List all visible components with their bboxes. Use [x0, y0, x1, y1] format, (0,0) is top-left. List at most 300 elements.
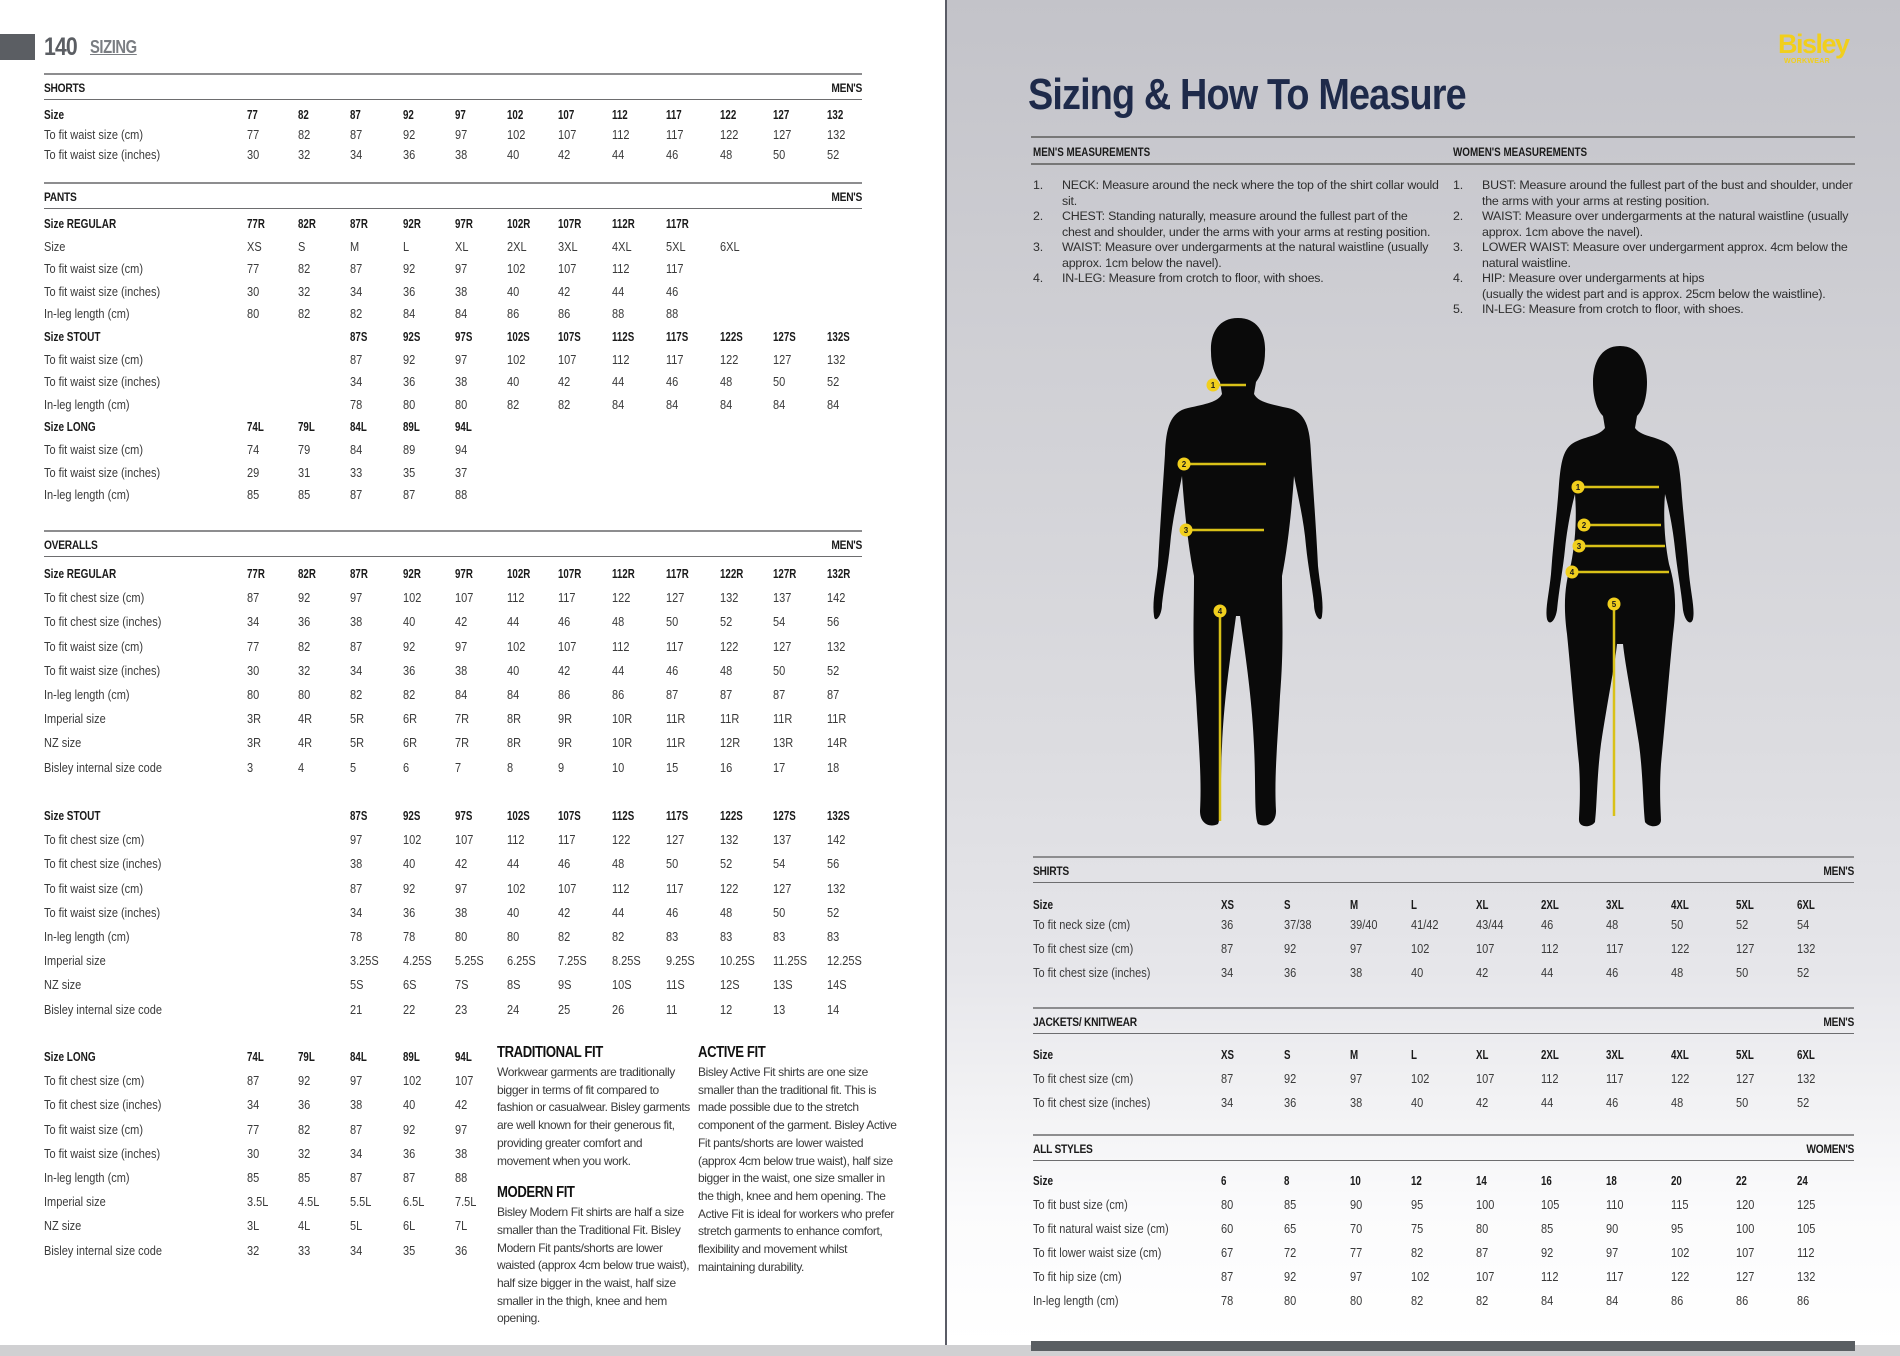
pants-cell: 80 — [247, 307, 260, 322]
pants-cell: 122S — [720, 330, 743, 344]
overalls-long-cell: 30 — [247, 1146, 260, 1161]
overalls-regular-cell: 97 — [455, 639, 468, 654]
overalls-stout-row-label: Size STOUT — [44, 809, 101, 823]
overalls-stout-cell: 83 — [666, 930, 679, 944]
womens-measurement-item-text: WAIST: Measure over undergarments at the natural waistline (usually approx. 1cm above the navel). — [1482, 209, 1849, 239]
overalls-regular-cell: 122 — [612, 591, 631, 606]
fit-column-right — [698, 1044, 898, 1290]
shirts-cell: S — [1284, 898, 1291, 912]
pants-cell: 77 — [247, 262, 260, 277]
overalls-regular-row-label: To fit waist size (inches) — [44, 663, 161, 678]
shorts-cell: 132 — [827, 128, 846, 142]
female-silhouette-figure — [1545, 344, 1695, 829]
overalls-regular-cell: 122 — [720, 639, 739, 654]
overalls-regular-row-label: To fit waist size (cm) — [44, 639, 144, 654]
all-styles-cell: 82 — [1411, 1246, 1424, 1260]
overalls-stout-cell: 38 — [455, 905, 468, 920]
all-styles-cell: 86 — [1736, 1294, 1749, 1308]
pants-cell: S — [298, 239, 306, 254]
pants-cell: 97R — [455, 217, 473, 231]
shirts-tag: MEN'S — [1823, 864, 1854, 878]
pants-cell: 78 — [350, 397, 363, 412]
pants-cell: 3XL — [558, 239, 578, 254]
all-styles-cell: 92 — [1284, 1270, 1297, 1284]
overalls-regular-cell: 48 — [612, 615, 625, 630]
overalls-stout-cell: 6.25S — [507, 954, 536, 969]
overalls-stout-cell: 8.25S — [612, 954, 641, 969]
jackets-top-rule — [1033, 1007, 1854, 1009]
mens-measurement-item-text: NECK: Measure around the neck where the top of the shirt collar would sit. — [1062, 178, 1439, 208]
shirts-cell: 112 — [1541, 942, 1559, 956]
mens-measurement-item — [1033, 178, 1439, 209]
overalls-header-rule — [44, 556, 862, 557]
pants-cell: 31 — [298, 465, 311, 480]
modern-fit-heading: MODERN FIT — [497, 1184, 575, 1202]
all-styles-title: ALL STYLES — [1033, 1142, 1093, 1156]
overalls-title: OVERALLS — [44, 538, 98, 552]
overalls-regular-cell: 112 — [612, 639, 630, 654]
overalls-regular-cell: 122R — [720, 567, 744, 581]
pants-cell: 87 — [350, 262, 363, 277]
overalls-stout-cell: 127 — [773, 881, 792, 896]
pants-cell: XL — [455, 239, 469, 254]
shirts-cell: 48 — [1671, 966, 1684, 980]
overalls-regular-cell: 11R — [666, 736, 686, 751]
pants-cell: 132S — [827, 330, 850, 344]
pants-row-label: In-leg length (cm) — [44, 397, 130, 412]
active-fit-text: Bisley Active Fit shirts are one size smaller than the traditional fit. This is made possible due to the stretch component of the garment. Bisley Active Fit pants/shorts are lower waisted (approx 4cm below true waist), half size bigger in the waist, one size smaller in the thigh, knee and hem opening. The Active Fit is ideal for workers who prefer stretch garments to enhance comfort, flexibility and movement whilst maintaining durability. — [698, 1065, 897, 1274]
overalls-regular-row-label: Size REGULAR — [44, 567, 117, 581]
overalls-regular-cell: 5R — [350, 712, 365, 727]
overalls-top-rule — [44, 530, 862, 532]
overalls-regular-cell: 54 — [773, 615, 786, 630]
overalls-regular-cell: 15 — [666, 760, 679, 775]
overalls-stout-row — [44, 930, 862, 948]
shirts-row — [1033, 966, 1854, 984]
all-styles-cell: 8 — [1284, 1174, 1290, 1188]
overalls-regular-cell: 30 — [247, 663, 260, 678]
overalls-long-cell: 97 — [350, 1074, 363, 1089]
overalls-long-cell: 7L — [455, 1219, 468, 1234]
overalls-stout-cell: 26 — [612, 1002, 625, 1017]
overalls-long-row-label: To fit waist size (cm) — [44, 1122, 144, 1137]
shorts-cell: 32 — [298, 148, 311, 162]
overalls-regular-cell: 132R — [827, 567, 851, 581]
jackets-cell: 3XL — [1606, 1048, 1624, 1062]
overalls-stout-cell: 23 — [455, 1002, 468, 1017]
overalls-stout-cell: 54 — [773, 857, 786, 872]
shorts-cell: 117 — [666, 128, 684, 142]
pants-cell: 94L — [455, 420, 472, 435]
jackets-row-label: To fit chest size (inches) — [1033, 1096, 1151, 1110]
overalls-stout-cell: 24 — [507, 1002, 520, 1017]
pants-cell: 36 — [403, 375, 416, 390]
pants-cell: 46 — [666, 284, 679, 299]
pants-cell: 102 — [507, 262, 526, 277]
pants-cell: 42 — [558, 284, 571, 299]
overalls-regular-cell: 7R — [455, 736, 470, 751]
overalls-regular-cell: 5R — [350, 736, 365, 751]
all-styles-cell: 107 — [1476, 1270, 1495, 1284]
overalls-stout-cell: 50 — [773, 905, 786, 920]
overalls-regular-cell: 87R — [350, 567, 368, 581]
overalls-regular-row — [44, 615, 862, 633]
shorts-cell: 50 — [773, 148, 786, 162]
overalls-stout-cell: 112 — [507, 833, 525, 848]
jackets-header-rule — [1033, 1033, 1854, 1034]
overalls-stout-cell: 127 — [666, 833, 685, 848]
jackets-row-label: Size — [1033, 1048, 1054, 1062]
measurements-bottom-rule — [1031, 163, 1855, 165]
overalls-stout-cell: 142 — [827, 833, 846, 848]
all-styles-cell: 87 — [1476, 1246, 1489, 1260]
overalls-stout-row — [44, 857, 862, 875]
overalls-stout-cell: 12.25S — [827, 954, 862, 969]
shorts-cell: 46 — [666, 148, 679, 162]
overalls-stout-cell: 44 — [612, 905, 625, 920]
overalls-stout-cell: 42 — [455, 857, 468, 872]
overalls-regular-cell: 14R — [827, 736, 848, 751]
shirts-cell: 6XL — [1797, 898, 1815, 912]
pants-cell: 117S — [666, 330, 689, 344]
jackets-cell: 122 — [1671, 1072, 1690, 1086]
pants-cell: 82 — [298, 262, 311, 277]
overalls-long-cell: 32 — [247, 1243, 260, 1258]
overalls-stout-row — [44, 978, 862, 996]
pants-row-label: Size — [44, 239, 66, 254]
jackets-cell: 117 — [1606, 1072, 1624, 1086]
overalls-long-cell: 7.5L — [455, 1195, 477, 1210]
overalls-long-cell: 77 — [247, 1122, 260, 1137]
overalls-stout-cell: 5S — [350, 978, 364, 993]
shorts-cell: 87 — [350, 108, 361, 122]
pants-cell: 29 — [247, 465, 260, 480]
male-marker-label: 4 — [1217, 607, 1223, 616]
overalls-stout-cell: 46 — [666, 905, 679, 920]
pants-cell: 92S — [403, 330, 421, 344]
pants-cell: 38 — [455, 375, 468, 390]
shorts-row — [44, 108, 862, 126]
overalls-regular-row-label: In-leg length (cm) — [44, 688, 130, 702]
female-silhouette — [1546, 346, 1693, 826]
shorts-cell: 132 — [827, 108, 844, 122]
female-marker-label: 4 — [1569, 568, 1575, 577]
overalls-regular-cell: 46 — [558, 615, 571, 630]
overalls-stout-cell: 34 — [350, 905, 363, 920]
womens-measurement-item-number: 4. — [1453, 271, 1463, 285]
pants-cell: 80 — [403, 397, 416, 412]
all-styles-row — [1033, 1198, 1854, 1216]
all-styles-cell: 18 — [1606, 1174, 1617, 1188]
all-styles-cell: 65 — [1284, 1222, 1297, 1236]
pants-row — [44, 443, 862, 461]
overalls-regular-row — [44, 712, 862, 730]
overalls-stout-cell: 42 — [558, 905, 571, 920]
female-marker-label: 5 — [1611, 600, 1617, 609]
jackets-row-label: To fit chest size (cm) — [1033, 1072, 1134, 1086]
female-marker-label: 1 — [1575, 483, 1581, 492]
jackets-cell: 50 — [1736, 1096, 1749, 1110]
shirts-cell: 46 — [1606, 966, 1619, 980]
shorts-cell: 102 — [507, 128, 526, 142]
jackets-cell: 40 — [1411, 1096, 1424, 1110]
all-styles-cell: 85 — [1284, 1198, 1297, 1212]
shirts-row-label: To fit neck size (cm) — [1033, 918, 1131, 932]
overalls-regular-cell: 117R — [666, 567, 689, 581]
shirts-cell: 48 — [1606, 918, 1619, 932]
pants-cell: 107 — [558, 262, 577, 277]
jackets-cell: 87 — [1221, 1072, 1234, 1086]
mens-measurements-list — [1033, 178, 1439, 287]
shirts-cell: 50 — [1736, 966, 1749, 980]
overalls-long-cell: 79L — [298, 1050, 315, 1064]
mens-measurement-item-text: CHEST: Standing naturally, measure around the fullest part of the chest and shoulder, under the arms with your arms at resting position. — [1062, 209, 1431, 239]
pants-row — [44, 488, 862, 506]
shirts-row-label: Size — [1033, 898, 1054, 912]
shirts-cell: 36 — [1284, 966, 1297, 980]
shorts-cell: 77 — [247, 108, 258, 122]
overalls-regular-cell: 6R — [403, 736, 418, 751]
pants-cell: 86 — [558, 307, 571, 322]
overalls-stout-cell: 107 — [558, 881, 577, 896]
pants-row — [44, 217, 862, 235]
all-styles-cell: 84 — [1541, 1294, 1554, 1308]
pants-cell: L — [403, 239, 410, 254]
traditional-fit-heading: TRADITIONAL FIT — [497, 1044, 603, 1061]
pants-cell: 77R — [247, 217, 265, 231]
pants-row-label: To fit waist size (inches) — [44, 284, 161, 299]
jackets-cell: 92 — [1284, 1072, 1297, 1086]
bisley-logo — [1778, 30, 1858, 66]
pants-cell: 84 — [612, 397, 625, 412]
shirts-cell: XS — [1221, 898, 1235, 912]
mens-measurement-item — [1033, 271, 1439, 287]
pants-cell: 97 — [455, 262, 468, 277]
pants-cell: 88 — [666, 307, 679, 322]
all-styles-cell: 115 — [1671, 1198, 1689, 1212]
mens-measurement-item-number: 2. — [1033, 209, 1043, 223]
overalls-long-cell: 87 — [247, 1074, 260, 1089]
pants-cell: 5XL — [666, 239, 686, 254]
overalls-stout-cell: 132S — [827, 809, 850, 823]
overalls-stout-cell: 82 — [612, 930, 625, 944]
active-fit-heading: ACTIVE FIT — [698, 1044, 766, 1061]
overalls-regular-cell: 82 — [403, 688, 416, 702]
overalls-stout-cell: 112S — [612, 809, 635, 823]
all-styles-row-label: To fit hip size (cm) — [1033, 1270, 1122, 1284]
pants-cell: 52 — [827, 375, 840, 390]
overalls-regular-cell: 44 — [507, 615, 520, 630]
overalls-stout-cell: 40 — [403, 857, 416, 872]
overalls-stout-cell: 87S — [350, 809, 368, 823]
overalls-regular-row — [44, 664, 862, 682]
overalls-stout-cell: 122 — [612, 833, 631, 848]
overalls-regular-cell: 36 — [298, 615, 311, 630]
pants-row — [44, 466, 862, 484]
overalls-regular-cell: 11R — [666, 712, 686, 727]
overalls-regular-cell: 34 — [247, 615, 260, 630]
overalls-regular-cell: 97R — [455, 567, 473, 581]
overalls-long-cell: 102 — [403, 1074, 422, 1089]
overalls-stout-cell: 87 — [350, 881, 363, 896]
pants-row — [44, 285, 862, 303]
overalls-long-cell: 92 — [298, 1074, 311, 1089]
overalls-regular-cell: 137 — [773, 591, 792, 606]
jackets-cell: 6XL — [1797, 1048, 1815, 1062]
all-styles-cell: 95 — [1411, 1198, 1424, 1212]
overalls-stout-cell: 112 — [612, 881, 630, 896]
all-styles-cell: 82 — [1476, 1294, 1489, 1308]
all-styles-row — [1033, 1174, 1854, 1192]
pants-cell: 44 — [612, 284, 625, 299]
overalls-stout-cell: 92 — [403, 881, 416, 896]
all-styles-cell: 132 — [1797, 1270, 1816, 1284]
shorts-cell: 36 — [403, 148, 416, 162]
overalls-stout-cell: 22 — [403, 1002, 416, 1017]
overalls-long-row-label: Bisley internal size code — [44, 1243, 163, 1258]
overalls-regular-cell: 102 — [507, 639, 526, 654]
overalls-regular-cell: 36 — [403, 663, 416, 678]
overalls-long-cell: 3.5L — [247, 1195, 269, 1210]
shorts-cell: 107 — [558, 128, 577, 142]
overalls-regular-cell: 84 — [507, 688, 520, 702]
overalls-stout-cell: 10S — [612, 978, 632, 993]
pants-cell: 112R — [612, 217, 635, 231]
overalls-regular-row-label: Bisley internal size code — [44, 760, 163, 775]
all-styles-cell: 90 — [1350, 1198, 1363, 1212]
pants-cell: 87S — [350, 330, 368, 344]
pants-cell: 30 — [247, 284, 260, 299]
section-title: SIZING — [90, 37, 137, 57]
overalls-regular-cell: 87 — [773, 688, 786, 702]
overalls-stout-cell: 5.25S — [455, 954, 484, 969]
shorts-row-label: To fit waist size (inches) — [44, 148, 161, 162]
overalls-stout-cell: 11S — [666, 978, 685, 993]
all-styles-row — [1033, 1294, 1854, 1312]
overalls-stout-cell: 14S — [827, 978, 847, 993]
shirts-cell: 50 — [1671, 918, 1684, 932]
jackets-cell: S — [1284, 1048, 1291, 1062]
overalls-stout-row-label: To fit waist size (inches) — [44, 905, 161, 920]
overalls-stout-row — [44, 833, 862, 851]
overalls-regular-cell: 40 — [507, 663, 520, 678]
shirts-row-label: To fit chest size (cm) — [1033, 942, 1134, 956]
mens-measurement-item-text: WAIST: Measure over undergarments at the natural waistline (usually approx. 1cm below the navel). — [1062, 240, 1429, 270]
overalls-regular-row — [44, 640, 862, 658]
overalls-regular-cell: 3R — [247, 736, 262, 751]
overalls-long-cell: 85 — [247, 1171, 260, 1185]
pants-cell: 74L — [247, 420, 264, 435]
pants-cell: 112 — [612, 262, 630, 277]
overalls-stout-row — [44, 809, 862, 827]
pants-cell: 89L — [403, 420, 420, 435]
overalls-stout-row-label: Bisley internal size code — [44, 1002, 163, 1017]
shorts-cell: 48 — [720, 148, 733, 162]
shorts-row-label: To fit waist size (cm) — [44, 128, 144, 142]
overalls-stout-cell: 36 — [403, 905, 416, 920]
overalls-long-cell: 84L — [350, 1050, 367, 1064]
overalls-regular-cell: 77R — [247, 567, 265, 581]
overalls-stout-cell: 102S — [507, 809, 530, 823]
pants-tag: MEN'S — [831, 190, 862, 204]
all-styles-header-rule — [1033, 1160, 1854, 1161]
jackets-cell: 42 — [1476, 1096, 1489, 1110]
overalls-long-cell: 40 — [403, 1098, 416, 1113]
all-styles-cell: 120 — [1736, 1198, 1755, 1212]
overalls-stout-cell: 48 — [720, 905, 733, 920]
womens-measurement-item — [1453, 178, 1863, 209]
shorts-cell: 127 — [773, 128, 792, 142]
pants-cell: 84 — [350, 443, 363, 457]
shorts-cell: 107 — [558, 108, 575, 122]
all-styles-cell: 112 — [1797, 1246, 1815, 1260]
womens-measurement-item-text: HIP: Measure over undergarments at hips — [1482, 271, 1705, 285]
overalls-regular-cell: 84 — [455, 688, 468, 702]
overalls-stout-cell: 10.25S — [720, 954, 755, 969]
shirts-row — [1033, 898, 1854, 916]
pants-cell: 84 — [455, 307, 468, 322]
shirts-cell: 36 — [1221, 918, 1234, 932]
female-marker-label: 2 — [1581, 521, 1587, 530]
all-styles-cell: 90 — [1606, 1222, 1619, 1236]
pants-cell: 82 — [298, 307, 311, 322]
shorts-cell: 34 — [350, 148, 363, 162]
shorts-cell: 112 — [612, 108, 628, 122]
overalls-regular-cell: 97 — [350, 591, 363, 606]
overalls-regular-cell: 48 — [720, 663, 733, 678]
pants-cell: 102 — [507, 352, 526, 367]
shirts-cell: 92 — [1284, 942, 1297, 956]
overalls-stout-cell: 107S — [558, 809, 581, 823]
pants-cell: 102S — [507, 330, 530, 344]
pants-row — [44, 262, 862, 280]
all-styles-cell: 100 — [1476, 1198, 1495, 1212]
overalls-stout-cell: 21 — [350, 1002, 363, 1017]
overalls-long-cell: 34 — [247, 1098, 260, 1113]
overalls-long-cell: 85 — [298, 1171, 311, 1185]
overalls-stout-cell: 6S — [403, 978, 417, 993]
shirts-cell: 132 — [1797, 942, 1816, 956]
shorts-cell: 117 — [666, 108, 682, 122]
mens-measurement-item-text: IN-LEG: Measure from crotch to floor, with shoes. — [1062, 271, 1324, 285]
overalls-regular-cell: 50 — [773, 663, 786, 678]
all-styles-cell: 97 — [1606, 1246, 1619, 1260]
overalls-regular-cell: 142 — [827, 591, 846, 606]
overalls-regular-cell: 10R — [612, 736, 633, 751]
overalls-stout-row — [44, 1003, 862, 1021]
pants-cell: 122 — [720, 352, 739, 367]
overalls-long-cell: 5.5L — [350, 1195, 372, 1210]
jackets-cell: XS — [1221, 1048, 1235, 1062]
all-styles-row-label: Size — [1033, 1174, 1054, 1188]
overalls-regular-cell: 86 — [612, 688, 625, 702]
all-styles-cell: 87 — [1221, 1270, 1234, 1284]
shirts-cell: 122 — [1671, 942, 1690, 956]
overalls-stout-cell: 78 — [403, 930, 416, 944]
pants-cell: 40 — [507, 375, 520, 390]
mens-measurement-item-number: 4. — [1033, 271, 1043, 285]
overalls-long-row-label: Size LONG — [44, 1050, 96, 1064]
overalls-regular-cell: 52 — [720, 615, 733, 630]
pants-cell: 89 — [403, 443, 416, 457]
jackets-cell: 5XL — [1736, 1048, 1754, 1062]
shorts-row — [44, 128, 862, 146]
all-styles-cell: 24 — [1797, 1174, 1808, 1188]
overalls-regular-cell: 112R — [612, 567, 635, 581]
overalls-stout-cell: 102 — [507, 881, 526, 896]
overalls-regular-cell: 9 — [558, 760, 565, 775]
overalls-stout-cell: 137 — [773, 833, 792, 848]
